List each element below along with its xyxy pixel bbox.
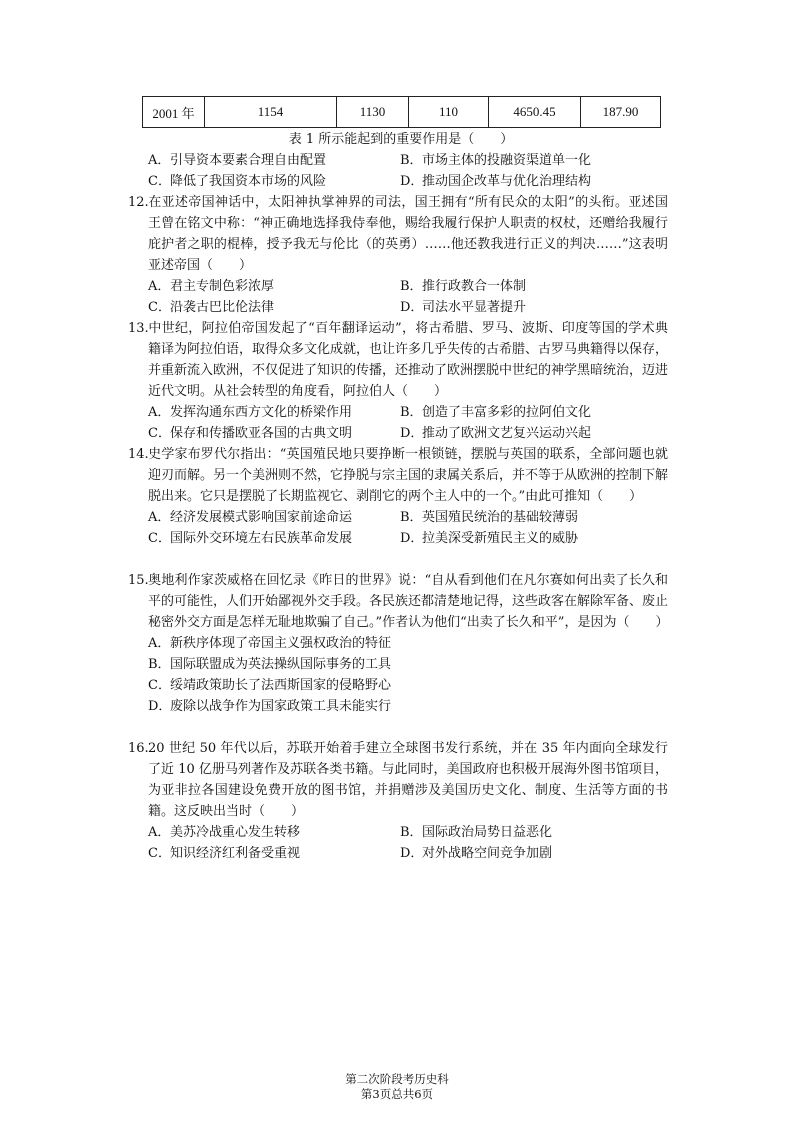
option-b: B．市场主体的投融资渠道单一化 [400,153,592,168]
option-c: C．知识经济红利备受重视 [148,846,301,861]
table-cell: 110 [409,97,489,128]
table-cell: 1130 [337,97,409,128]
option-a: A．经济发展模式影响国家前途命运 [148,510,353,525]
option-c: C．沿袭古巴比伦法律 [148,300,275,315]
option-a: A．引导资本要素合理自由配置 [148,153,327,168]
table-cell: 1154 [205,97,337,128]
question-stem: 15.奥地利作家茨威格在回忆录《昨日的世界》说：“自从看到他们在凡尔赛如何出卖了长久和平的可能性，人们开始鄙视外交手段。各民族还都清楚地记得，这些政客在解除军备、废止秘密外交方面是怎样无耻地欺骗了自己。”作者认为他们“出卖了长久和平”，是因为（ ） [128,573,669,630]
table-cell-year: 2001 年 [143,97,205,128]
option-d: D．推动了欧洲文艺复兴运动兴起 [400,426,592,441]
question-stem: 13.中世纪，阿拉伯帝国发起了“百年翻译运动”，将古希腊、罗马、波斯、印度等国的学术典籍译为阿拉伯语，取得众多文化成就，也让许多几乎失传的古希腊、古罗马典籍得以保存，并重新流入欧洲，不仅促进了知识的传播，还推动了欧洲摆脱中世纪的神学黑暗统治，迈进近代文明。从社会转型的角度看，阿拉伯人（ ） [128,321,669,399]
option-b: B．创造了丰富多彩的拉阿伯文化 [400,405,592,420]
question-stem: 14.史学家布罗代尔指出：“英国殖民地只要挣断一根锁链，摆脱与英国的联系，全部问题也就迎刃而解。另一个美洲则不然，它挣脱与宗主国的隶属关系后，并不等于从欧洲的控制下解脱出来。它只是摆脱了长期监视它、剥削它的两个主人中的一个。”由此可推知（ ） [128,447,669,504]
option-c: C．绥靖政策助长了法西斯国家的侵略野心 [148,678,392,693]
option-b: B．推行政教合一体制 [400,279,527,294]
question-stem: 16.20 世纪 50 年代以后，苏联开始着手建立全球图书发行系统，并在 35 年内面向全球发行了近 10 亿册马列著作及苏联各类书籍。与此同时，美国政府也积极开展海外图书馆项目，为亚非拉各国建设免费开放的图书馆，并捐赠涉及美国历史文化、制度、生活等方面的书籍。这反映出当时（ ） [128,741,668,819]
option-b: B．英国殖民统治的基础较薄弱 [400,510,579,525]
question-14 [128,444,668,549]
option-a: A．新秩序体现了帝国主义强权政治的特征 [148,636,392,651]
option-b: B．国际联盟成为英法操纵国际事务的工具 [148,657,392,672]
option-a: A．美苏冷战重心发生转移 [148,825,301,840]
footer-page-number: 第3页总共6页 [360,1087,434,1101]
option-a: A．发挥沟通东西方文化的桥梁作用 [148,405,353,420]
option-d: D．司法水平显著提升 [400,300,527,315]
table-cell: 4650.45 [489,97,581,128]
option-c: C．保存和传播欧亚各国的古典文明 [148,426,353,441]
option-c: C．国际外交环境左右民族革命发展 [148,531,353,546]
table-row [143,97,661,128]
table-question-caption: 表 1 所示能起到的重要作用是（ ） [288,132,514,147]
option-a: A．君主专制色彩浓厚 [148,279,275,294]
option-d: D．对外战略空间竞争加剧 [400,846,553,861]
data-table [142,96,661,128]
table-question-options [128,150,668,192]
option-b: B．国际政治局势日益恶化 [400,825,553,840]
option-d: D．推动国企改革与优化治理结构 [400,174,592,189]
question-15 [128,570,668,717]
option-d: D．废除以战争作为国家政策工具未能实行 [148,699,392,714]
question-13 [128,318,668,444]
question-stem: 12.在亚述帝国神话中，太阳神执掌神界的司法，国王拥有“所有民众的太阳”的头衔。亚述国王曾在铭文中称：“神正确地选择我侍奉他，赐给我履行保护人职责的权杖，还赠给我履行庇护者之职的棍棒，授予我无与伦比（的英勇）……他还教我进行正义的判决……”这表明亚述帝国（ ） [128,195,668,273]
table-cell: 187.90 [581,97,661,128]
option-d: D．拉美深受新殖民主义的威胁 [400,531,579,546]
question-12 [128,192,668,318]
option-c: C．降低了我国资本市场的风险 [148,174,327,189]
question-16 [128,738,668,864]
footer-exam-title: 第二次阶段考历史科 [345,1072,449,1086]
